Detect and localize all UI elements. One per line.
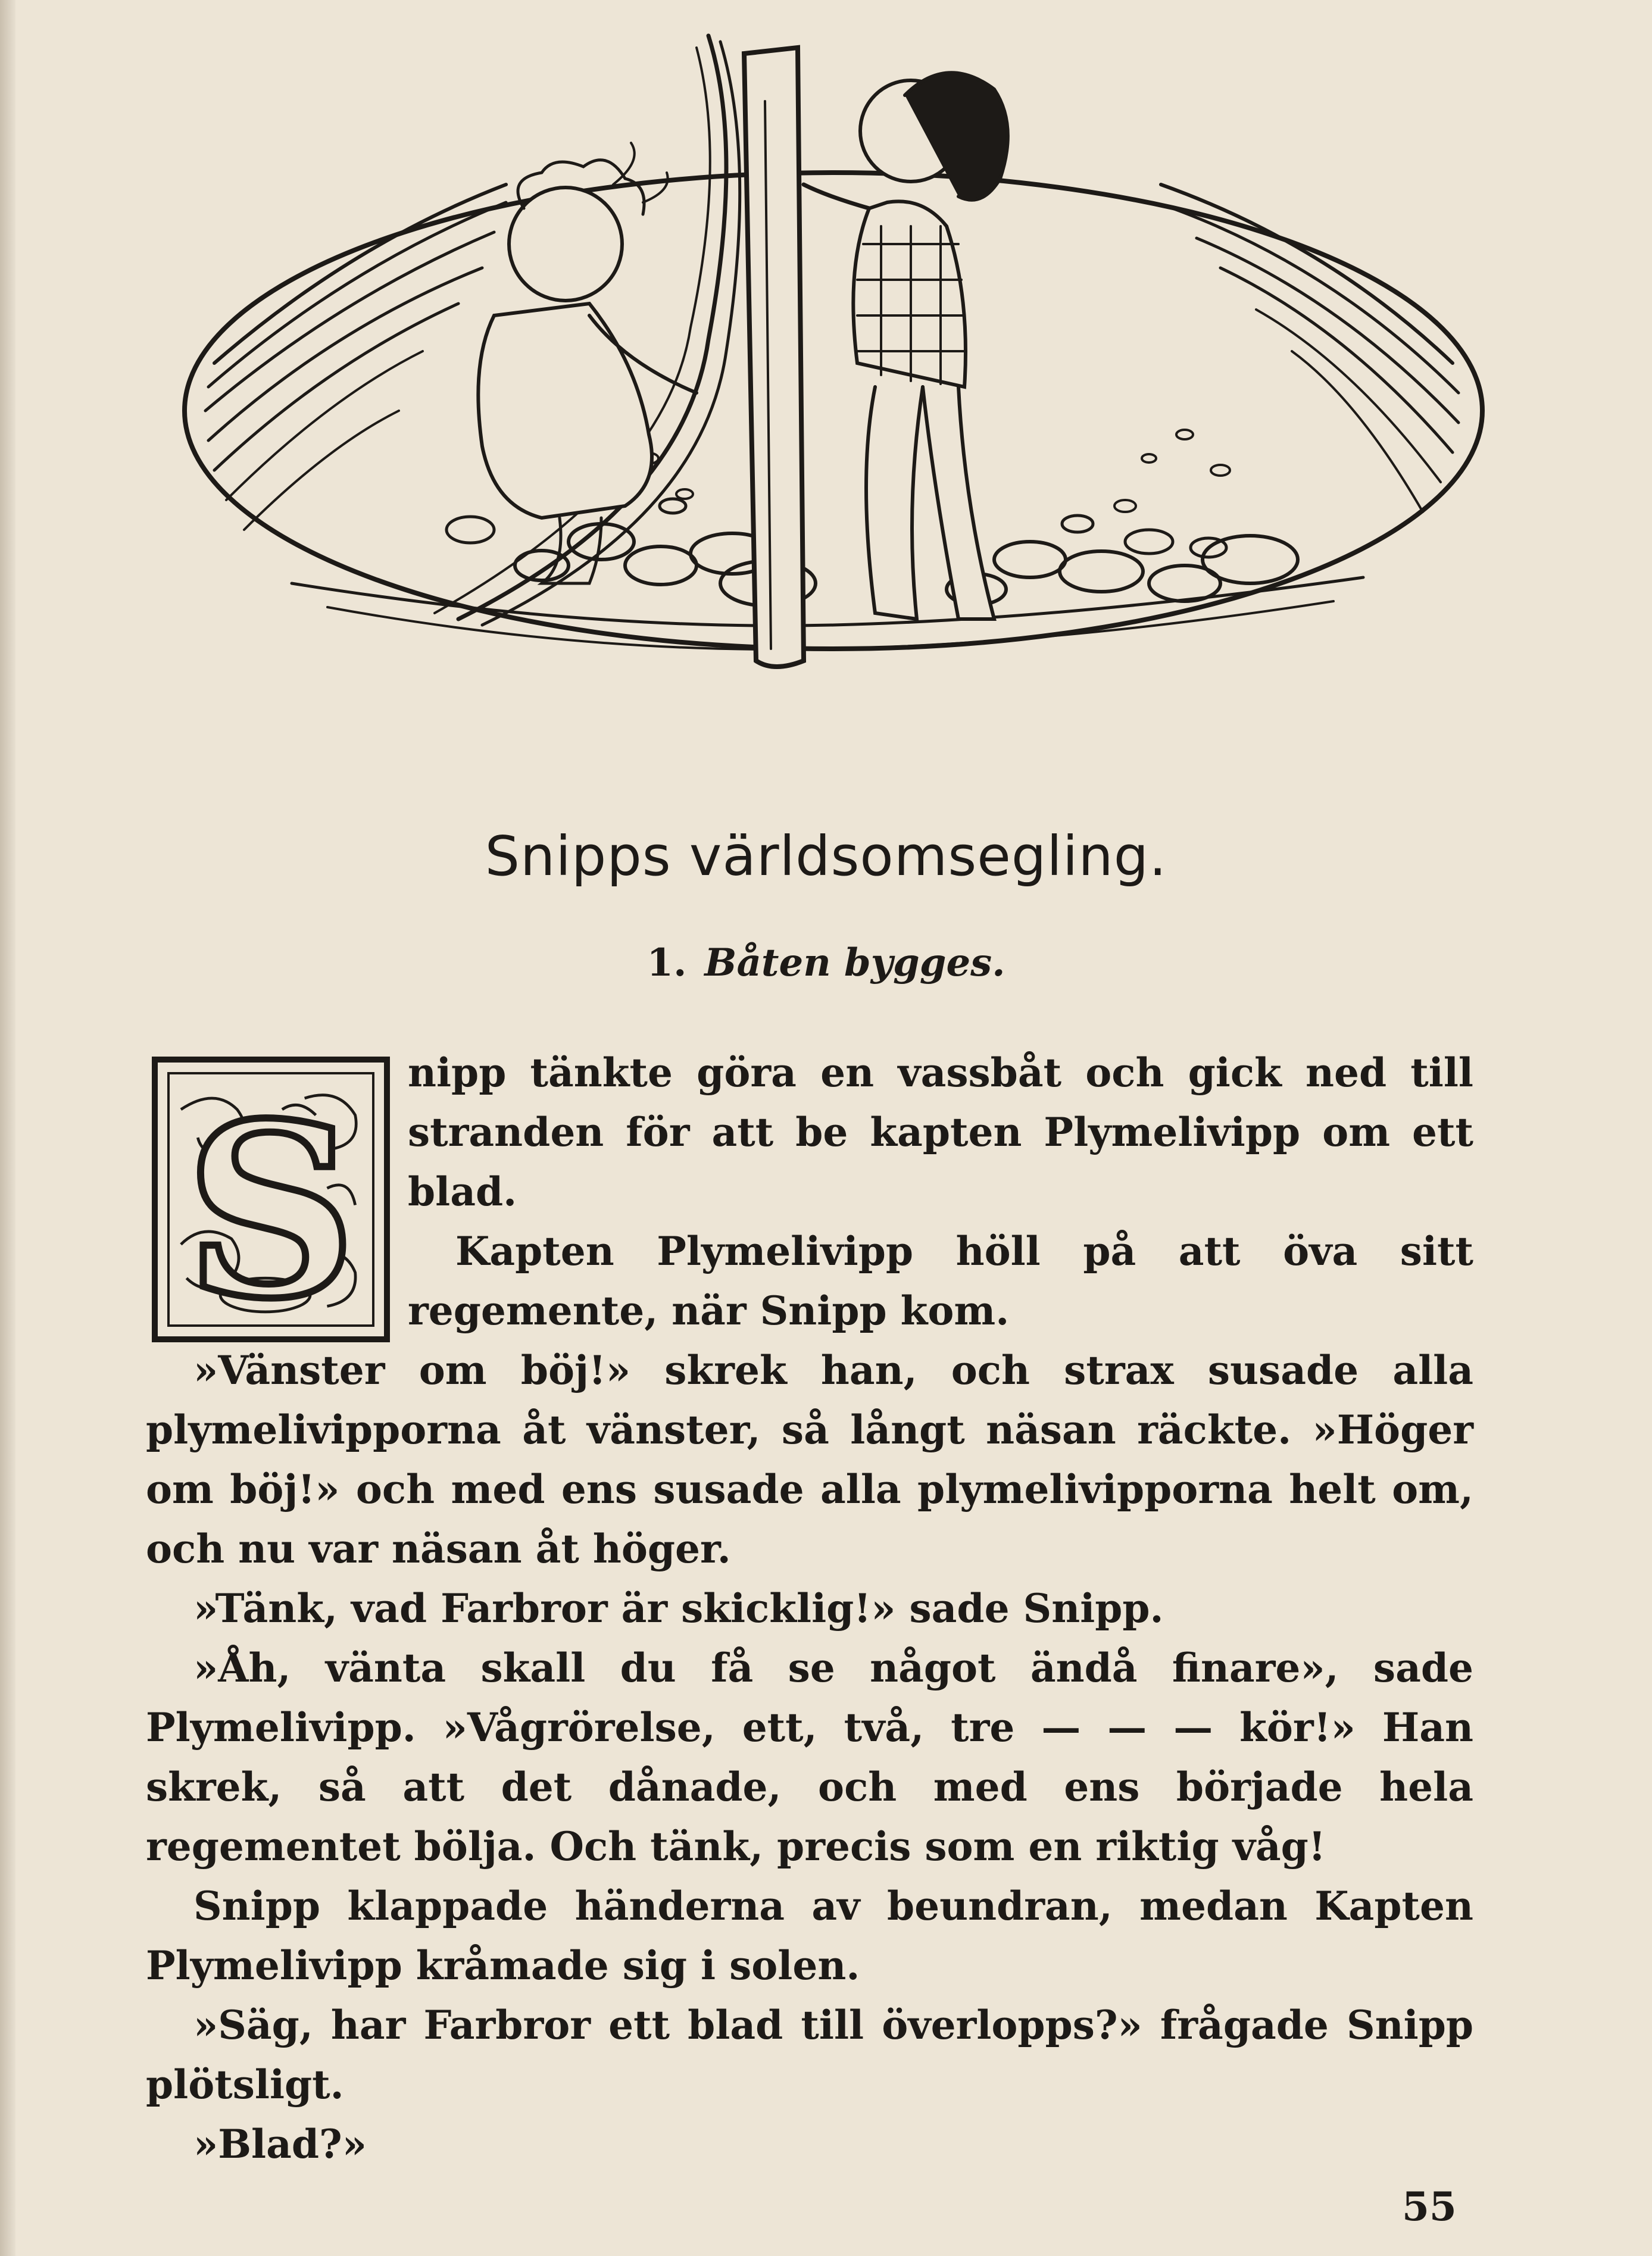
illustration-children-at-pond: [173, 30, 1494, 720]
paragraph: Kapten Plymelivipp höll på att öva sitt regemente, när Snipp kom.: [408, 1228, 1473, 1334]
paragraph: »Säg, har Farbror ett blad till överlopps?» frågade Snipp plötsligt.: [146, 2002, 1473, 2108]
drop-cap-spacer: [146, 1043, 408, 1351]
chapter-title: Snipps världsomsegling.: [485, 824, 1167, 888]
section-title: Båten bygges.: [704, 940, 1005, 985]
paragraph: nipp tänkte göra en vassbåt och gick ned till stranden för att be kapten Plymelivipp om ett blad.: [408, 1049, 1473, 1215]
paragraph: Snipp klappade händerna av beundran, medan Kapten Plymelivipp kråmade sig i solen.: [146, 1883, 1473, 1989]
section-number: 1.: [647, 940, 687, 985]
body-text: [146, 1043, 1473, 2174]
section-heading: [0, 940, 1652, 985]
paragraph: »Blad?»: [193, 2121, 367, 2167]
page-binding-edge: [0, 0, 15, 2256]
paragraph: »Tänk, vad Farbror är skicklig!» sade Snipp.: [193, 1585, 1164, 1632]
pond-drawing: [173, 30, 1494, 720]
paragraph: »Åh, vänta skall du få se något ändå finare», sade Plymelivipp. »Vågrörelse, ett, två, tre — — — kör!» Han skrek, så att det dånade, och med ens började hela regementet bölja. Och tänk, precis som en riktig våg!: [146, 1645, 1473, 1870]
page-number: 55: [1402, 2183, 1457, 2230]
drop-cap-letter: S: [185, 1071, 357, 1351]
paragraph: »Vänster om böj!» skrek han, och strax susade alla plymelivipporna åt vänster, så långt näsan räckte. »Höger om böj!» och med ens susade alla plymelivipporna helt om, och nu var näsan åt höger.: [146, 1347, 1473, 1572]
